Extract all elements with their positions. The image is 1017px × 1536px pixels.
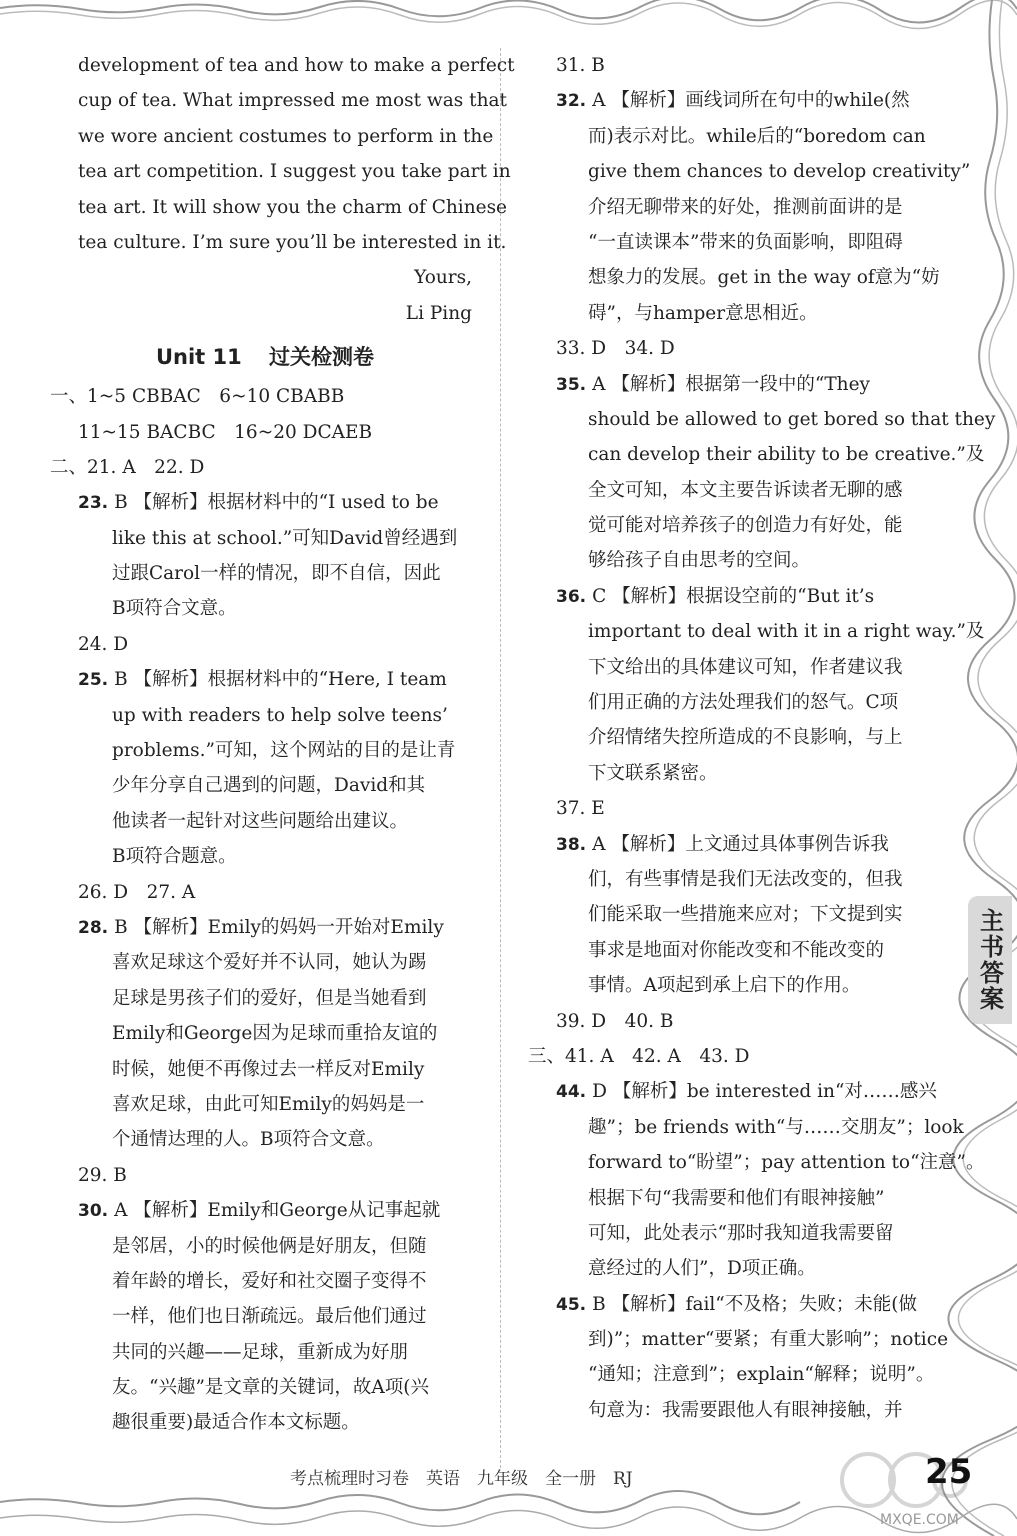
explanation-line: 个通情达理的人。B项符合文意。 xyxy=(112,1129,385,1151)
answer-q24: 24. D xyxy=(78,633,129,655)
answer-q31: 31. B xyxy=(556,55,605,76)
answer-q36 xyxy=(528,579,953,614)
section-one-label: 一、 xyxy=(50,386,88,408)
unit-title: Unit 11 xyxy=(155,345,242,370)
explanation-line: 而)表示对比。while后的“boredom can xyxy=(588,125,926,147)
explanation-line: “通知；注意到”；explain“解释；说明”。 xyxy=(588,1364,935,1386)
explanation-line: 们，有些事情是我们无法改变的，但我 xyxy=(588,868,903,890)
explanation-line: A 【解析】上文通过具体事例告诉我 xyxy=(592,833,889,855)
explanation-line: up with readers to help solve teens’ xyxy=(112,704,448,726)
answer-q26-27: 26. D 27. A xyxy=(78,881,196,903)
section-two-line xyxy=(50,450,480,485)
explanation-line: A 【解析】Emily和George从记事起就 xyxy=(114,1200,441,1222)
explanation-line: A 【解析】画线词所在句中的while(然 xyxy=(592,90,910,112)
question-number: 25. xyxy=(78,670,109,691)
explanation-line: 句意为：我需要跟他人有眼神接触，并 xyxy=(588,1399,903,1421)
explanation-line: 下文给出的具体建议可知，作者建议我 xyxy=(588,656,903,678)
right-edge-decoration xyxy=(978,0,1017,1536)
explanation-line: 喜欢足球这个爱好并不认同，她认为踢 xyxy=(112,952,427,974)
explanation-line: 趣很重要)最适合作本文标题。 xyxy=(112,1412,360,1434)
answer-q28 xyxy=(50,910,480,945)
left-column xyxy=(50,48,515,1441)
answer-q33-34: 33. D 34. D xyxy=(556,338,675,360)
answer-q37: 37. E xyxy=(556,798,605,820)
answer-q25 xyxy=(50,662,480,697)
explanation-line: A 【解析】根据第一段中的“They xyxy=(592,373,870,395)
answer-q30 xyxy=(50,1193,480,1228)
explanation-line: should be allowed to get bored so that they xyxy=(588,408,996,430)
column-divider xyxy=(500,48,501,1468)
explanation-line: 友。“兴趣”是文章的关键词，故A项(兴 xyxy=(112,1377,429,1399)
explanation-line: 碍”，与hamper意思相近。 xyxy=(588,302,818,324)
question-number: 32. xyxy=(556,91,587,112)
explanation-line: B项符合文意。 xyxy=(112,598,237,620)
answer-group: 21. A 22. D xyxy=(87,456,205,478)
page-footer: 考点梳理时习卷 英语 九年级 全一册 RJ xyxy=(290,1469,633,1489)
letter-line: development of tea and how to make a perfect xyxy=(78,55,515,76)
explanation-line: B 【解析】根据材料中的“Here, I team xyxy=(114,669,447,691)
explanation-line: 够给孩子自由思考的空间。 xyxy=(588,550,811,572)
explanation-line: 他读者一起针对这些问题给出建议。 xyxy=(112,810,409,832)
unit-subtitle: 过关检测卷 xyxy=(269,345,375,370)
question-number: 45. xyxy=(556,1294,587,1315)
answer-q39-40: 39. D 40. B xyxy=(556,1010,674,1032)
explanation-line: 喜欢足球，由此可知Emily的妈妈是一 xyxy=(112,1093,425,1115)
watermark-text: MXQE.COM xyxy=(880,1512,959,1528)
answer-q44 xyxy=(528,1074,953,1109)
explanation-line: 共同的兴趣——足球，重新成为好朋 xyxy=(112,1341,409,1363)
explanation-line: 事情。A项起到承上启下的作用。 xyxy=(588,975,861,997)
section-one-line xyxy=(50,379,480,414)
explanation-line: 介绍无聊带来的好处，推测前面讲的是 xyxy=(588,196,903,218)
section-three-line xyxy=(528,1039,953,1074)
answer-group: 11~15 BACBC 16~20 DCAEB xyxy=(78,421,373,443)
explanation-line: Emily和George因为足球而重拾友谊的 xyxy=(112,1023,438,1045)
explanation-line: C 【解析】根据设空前的“But it’s xyxy=(592,585,875,607)
letter-line: cup of tea. What impressed me most was that xyxy=(78,90,507,112)
question-number: 23. xyxy=(78,493,109,514)
explanation-line: 时候，她便不再像过去一样反对Emily xyxy=(112,1058,425,1080)
letter-line: we wore ancient costumes to perform in the xyxy=(78,125,494,147)
explanation-line: B项符合题意。 xyxy=(112,846,237,868)
explanation-line: 们用正确的方法处理我们的怒气。C项 xyxy=(588,692,899,714)
answer-q23 xyxy=(50,485,480,520)
question-number: 30. xyxy=(78,1201,109,1222)
question-number: 44. xyxy=(556,1082,587,1103)
answer-q45 xyxy=(528,1287,953,1322)
explanation-line: problems.”可知，这个网站的目的是让青 xyxy=(112,740,456,762)
explanation-line: 一样，他们也日渐疏远。最后他们通过 xyxy=(112,1306,427,1328)
explanation-line: B 【解析】根据材料中的“I used to be xyxy=(114,492,439,514)
explanation-line: forward to“盼望”；pay attention to“注意”。 xyxy=(588,1152,985,1174)
letter-signature: Li Ping xyxy=(405,302,472,324)
explanation-line: 全文可知，本文主要告诉读者无聊的感 xyxy=(588,479,903,501)
section-two-label: 二、 xyxy=(50,456,88,478)
explanation-line: D 【解析】be interested in“对……感兴 xyxy=(592,1081,937,1103)
answer-q32 xyxy=(528,83,953,118)
question-number: 28. xyxy=(78,917,109,938)
explanation-line: 介绍情绪失控所造成的不良影响，与上 xyxy=(588,727,903,749)
letter-line: tea culture. I’m sure you’ll be interested in it. xyxy=(78,231,507,253)
question-number: 35. xyxy=(556,374,587,395)
page-number: 25 xyxy=(925,1452,973,1492)
explanation-line: B 【解析】Emily的妈妈一开始对Emily xyxy=(114,916,444,938)
letter-line: tea art competition. I suggest you take part in xyxy=(78,161,511,183)
explanation-line: 到)”；matter“要紧；有重大影响”；notice xyxy=(588,1329,949,1351)
answer-group: 1~5 CBBAC 6~10 CBABB xyxy=(87,386,345,408)
explanation-line: 事求是地面对你能改变和不能改变的 xyxy=(588,939,885,961)
explanation-line: like this at school.”可知David曾经遇到 xyxy=(112,527,458,549)
side-tab-answers: 主书答案 xyxy=(968,896,1012,1024)
answer-group: 41. A 42. A 43. D xyxy=(565,1045,750,1067)
unit-heading xyxy=(50,335,480,379)
explanation-line: 少年分享自己遇到的问题，David和其 xyxy=(112,775,426,797)
explanation-line: 下文联系紧密。 xyxy=(588,762,718,784)
explanation-line: 是邻居，小的时候他俩是好朋友，但随 xyxy=(112,1235,427,1257)
explanation-line: B 【解析】fail“不及格；失败；未能(做 xyxy=(592,1293,917,1315)
explanation-line: 过跟Carol一样的情况，即不自信，因此 xyxy=(112,563,441,585)
letter-line: tea art. It will show you the charm of Chinese xyxy=(78,196,508,218)
explanation-line: give them chances to develop creativity” xyxy=(588,161,971,183)
explanation-line: can develop their ability to be creative.”及 xyxy=(588,444,985,466)
explanation-line: “一直读课本”带来的负面影响，即阻碍 xyxy=(588,231,903,253)
explanation-line: 趣”；be friends with“与……交朋友”；look xyxy=(588,1116,964,1138)
answer-q29: 29. B xyxy=(78,1164,127,1186)
explanation-line: 足球是男孩子们的爱好，但是当她看到 xyxy=(112,987,427,1009)
explanation-line: 着年龄的增长，爱好和社交圈子变得不 xyxy=(112,1270,427,1292)
explanation-line: important to deal with it in a right way.”及 xyxy=(588,621,985,643)
explanation-line: 想象力的发展。get in the way of意为“妨 xyxy=(588,267,940,289)
explanation-line: 觉可能对培养孩子的创造力有好处，能 xyxy=(588,515,903,537)
explanation-line: 可知，此处表示“那时我知道我需要留 xyxy=(588,1222,894,1244)
letter-closing: Yours, xyxy=(414,267,472,289)
answer-q38 xyxy=(528,827,953,862)
top-edge-decoration xyxy=(0,0,1017,22)
section-three-label: 三、 xyxy=(528,1045,566,1067)
explanation-line: 意经过的人们”，D项正确。 xyxy=(588,1258,816,1280)
explanation-line: 们能采取一些措施来应对；下文提到实 xyxy=(588,904,903,926)
explanation-line: 根据下句“我需要和他们有眼神接触” xyxy=(588,1187,885,1209)
answer-q35 xyxy=(528,367,953,402)
question-number: 36. xyxy=(556,586,587,607)
question-number: 38. xyxy=(556,834,587,855)
